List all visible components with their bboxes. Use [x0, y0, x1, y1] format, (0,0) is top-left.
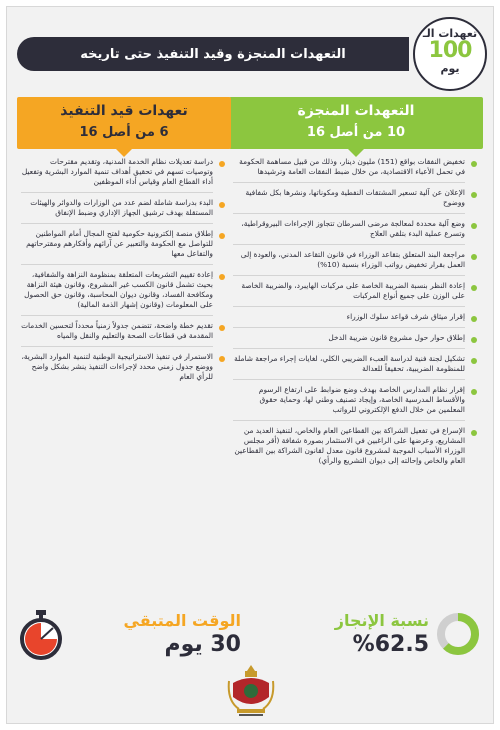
list-item-text: تشكيل لجنة فنية لدراسة العبء الضريبي الكلي، لغايات إجراء مراجعة شاملة للمنظومة الضريبية، تحقيقاً للعدالة	[234, 354, 465, 373]
remaining-value: 30 يوم	[164, 632, 241, 657]
list-item	[229, 219, 483, 245]
completed-count: 10 من أصل 16	[306, 125, 406, 140]
list-item-text: إطلاق منصة إلكترونية حكومية لفتح المجال أمام المواطنين للتواصل مع الحكومة والتعبير عن آرائهم وأفكارهم ومقترحاتهم والتفاعل معها	[26, 229, 213, 258]
list-item	[229, 426, 483, 466]
footer	[7, 603, 495, 723]
page-title-text: التعهدات المنجزة وقيد التنفيذ حتى تاريخه	[80, 46, 346, 62]
list-item-text: إقرار ميثاق شرف قواعد سلوك الوزراء	[346, 312, 465, 321]
achievement-stat	[279, 611, 429, 657]
list-divider	[233, 213, 465, 214]
completed-header-notch	[348, 149, 364, 157]
remaining-stat	[71, 611, 241, 657]
bullet-dot-icon	[471, 389, 477, 395]
list-item	[17, 198, 231, 224]
list-item-text: إطلاق حوار حول مشروع قانون ضريبة الدخل	[328, 333, 465, 342]
list-item	[229, 281, 483, 307]
list-item	[229, 250, 483, 276]
list-item-text: تخفيض النفقات بواقع (151) مليون دينار، وذلك من قبيل مساهمة الحكومة في تحمل الأعباء الاقتصادية، من خلال ضبط النفقات العامة وترشيدها	[239, 157, 465, 176]
list-divider	[21, 192, 213, 193]
bullet-dot-icon	[219, 202, 225, 208]
list-item-text: الاستمرار في تنفيذ الاستراتيجية الوطنية لتنمية الموارد البشرية، ووضع جدول زمني محدد لإجراءات التنفيذ ينشر بشكل واضح للرأي العام	[21, 352, 213, 381]
list-divider	[233, 348, 465, 349]
list-divider	[233, 306, 465, 307]
bullet-dot-icon	[219, 161, 225, 167]
achievement-ring-icon	[435, 611, 481, 657]
list-divider	[21, 346, 213, 347]
in-progress-header	[17, 97, 231, 149]
list-item-text: مراجعة البند المتعلق بتقاعد الوزراء في قانون التقاعد المدني، والعودة إلى العمل بقرار تخفيض رواتب الوزراء بنسبة (10%)	[240, 250, 465, 269]
list-item	[17, 229, 231, 265]
remaining-label: الوقت المتبقي	[123, 611, 241, 630]
badge-bottom-text: يوم	[440, 62, 460, 75]
list-item-text: الإسراع في تفعيل الشراكة بين القطاعين العام والخاص، لتنفيذ العديد من المشاريع، وعرضها على الراغبين في الاستثمار بصورة شفافة (أقر مجلس الوزراء الأسباب الموجبة لمشروع قانون معدل لقانون الشراكة بين القطاعين العام والخاص وإحالته إلى ديوان التشريع والرأي)	[234, 426, 465, 465]
in-progress-heading: تعهدات قيد التنفيذ	[60, 103, 188, 119]
in-progress-list	[17, 157, 231, 593]
stopwatch-icon	[17, 609, 65, 661]
header	[7, 15, 495, 91]
100-days-badge	[413, 17, 487, 91]
list-item-text: وضع آلية محددة لمعالجة مرضى السرطان تتجاوز الإجراءات البيروقراطية، وتسرع عملية البدء بتلقي العلاج	[241, 219, 465, 238]
list-divider	[233, 420, 465, 421]
bullet-dot-icon	[219, 325, 225, 331]
list-divider	[21, 223, 213, 224]
list-divider	[233, 275, 465, 276]
bullet-dot-icon	[471, 316, 477, 322]
bullet-dot-icon	[471, 161, 477, 167]
list-item	[229, 312, 483, 328]
bullet-dot-icon	[471, 192, 477, 198]
list-item	[229, 333, 483, 349]
bullet-dot-icon	[219, 356, 225, 362]
page-title	[17, 37, 409, 71]
badge-number: 100	[428, 38, 472, 63]
bullet-dot-icon	[471, 285, 477, 291]
in-progress-count: 6 من أصل 16	[79, 125, 169, 140]
bullet-dot-icon	[471, 254, 477, 260]
list-item	[229, 157, 483, 183]
list-item-text: دراسة تعديلات نظام الخدمة المدنية، وتقديم مقترحات وتوصيات تسهم في تحقيق أهداف تنمية الموارد البشرية وتفعيل أداء القطاع العام وقياس أداء الموظفين	[21, 157, 213, 186]
list-divider	[233, 182, 465, 183]
list-item	[229, 354, 483, 380]
coat-of-arms-icon	[225, 661, 277, 719]
bullet-dot-icon	[219, 233, 225, 239]
list-item-text: إعادة تقييم التشريعات المتعلقة بمنظومة النزاهة والشفافية، بحيث تشمل قانون الكسب غير المشروع، وقانون هيئة النزاهة ومكافحة الفساد، وقانون ديوان المحاسبة، وقانون حق الحصول على المعلومات (وقانون إشهار الذمة المالية)	[24, 270, 213, 309]
completed-list	[229, 157, 483, 593]
list-divider	[233, 379, 465, 380]
list-item	[17, 352, 231, 382]
bullet-dot-icon	[471, 223, 477, 229]
infographic-frame	[6, 6, 494, 724]
list-item-text: إعادة النظر بنسبة الضريبة الخاصة على مركبات الهايبرد، والضريبة الخاصة على الوزن على جميع أنواع المركبات	[241, 281, 465, 300]
list-item-text: إقرار نظام المدارس الخاصة بهدف وضع ضوابط على ارتفاع الرسوم والأقساط المدرسية الخاصة، وإيجاد تصنيف وطني لها، وحماية حقوق المعلمين من خلال الدفع الإلكتروني للرواتب	[258, 385, 465, 414]
list-item-text: تقديم خطة واضحة، تتضمن جدولاً زمنياً محدداً لتحسين الخدمات المقدمة في قطاعات الصحة والتعليم والنقل والمياه	[21, 321, 213, 340]
list-item	[229, 188, 483, 214]
list-divider	[233, 327, 465, 328]
achievement-label: نسبة الإنجاز	[334, 611, 429, 630]
bullet-dot-icon	[471, 358, 477, 364]
completed-heading: التعهدات المنجزة	[297, 103, 415, 119]
list-divider	[21, 315, 213, 316]
bullet-dot-icon	[471, 430, 477, 436]
badge-top-text: تعهدات الـ	[422, 27, 478, 40]
achievement-value: %62.5	[352, 632, 429, 657]
list-item	[17, 321, 231, 347]
list-item	[17, 270, 231, 316]
list-item-text: البدء بدراسة شاملة لضم عدد من الوزارات والدوائر والهيئات المستقلة بهدف ترشيق الجهاز الإداري وضبط الإنفاق	[30, 198, 213, 217]
bullet-dot-icon	[471, 337, 477, 343]
list-item	[17, 157, 231, 193]
list-divider	[233, 244, 465, 245]
bullet-dot-icon	[219, 274, 225, 280]
list-divider	[21, 264, 213, 265]
completed-header	[229, 97, 483, 149]
list-item	[229, 385, 483, 421]
list-item-text: الإعلان عن آلية تسعير المشتقات النفطية ومكوناتها، ونشرها بكل شفافية ووضوح	[245, 188, 465, 207]
in-progress-header-notch	[116, 149, 132, 157]
